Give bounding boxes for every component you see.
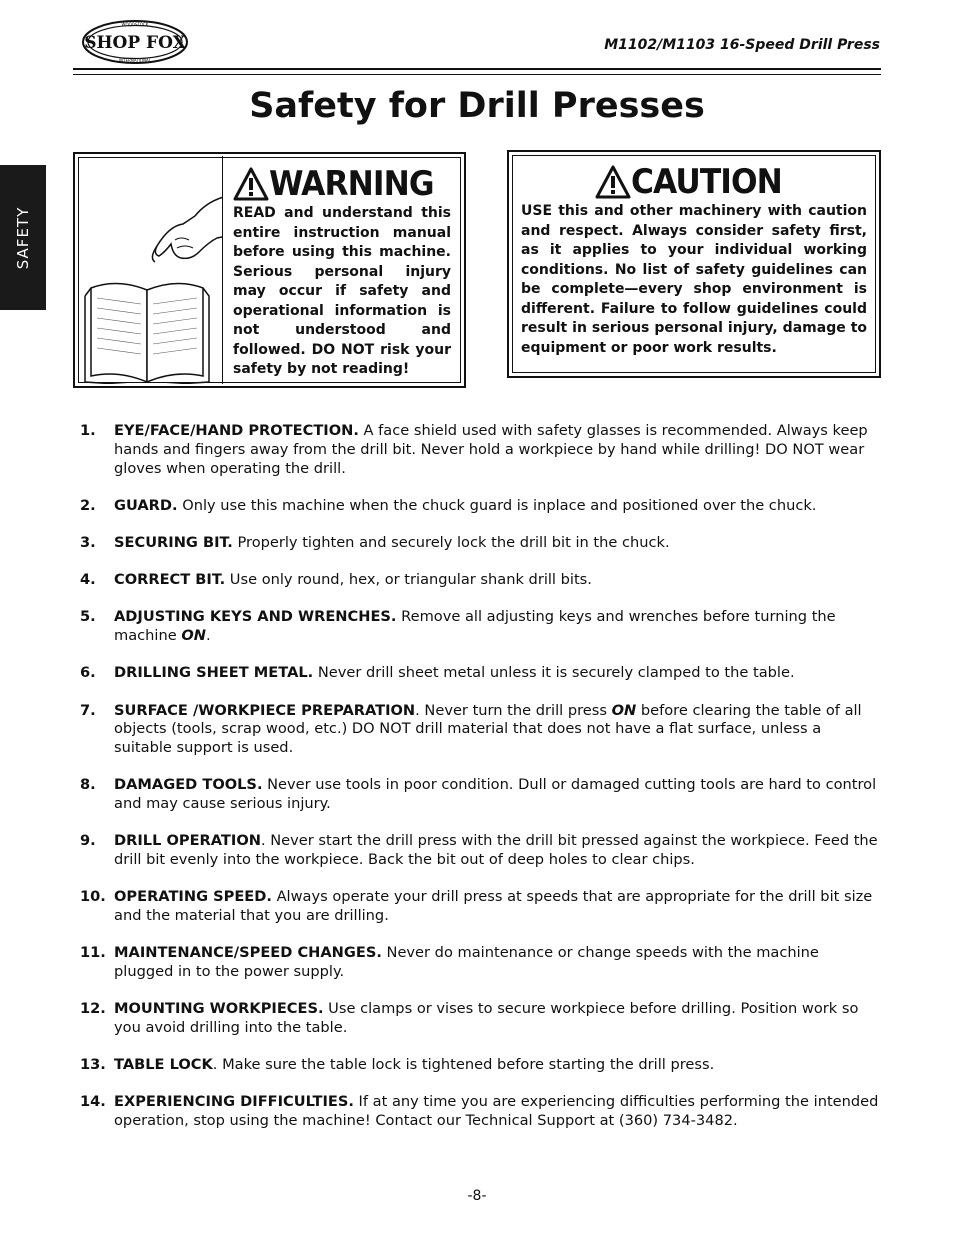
list-item-text: Never use tools in poor condition. Dull or damaged cutting tools are hard to control and may cause serious injury. <box>114 776 877 813</box>
list-item-number: 10. <box>80 888 106 906</box>
list-item-label: OPERATING SPEED. <box>114 888 272 906</box>
warning-header <box>233 166 451 202</box>
list-item <box>80 1056 880 1075</box>
list-item-number: 1. <box>80 422 96 439</box>
list-item-number: 7. <box>80 701 96 719</box>
list-item-text: Never drill sheet metal unless it is securely clamped to the table. <box>313 664 795 682</box>
list-item-text: Properly tighten and securely lock the drill bit in the chuck. <box>232 533 670 551</box>
caution-header <box>595 164 867 200</box>
section-tab-label: SAFETY <box>14 206 32 269</box>
header-divider <box>73 68 881 75</box>
list-item-text-tail: before clearing the table of all objects (tools, scrap wood, etc.) DO NOT drill material that does not have a flat surface, unless a suitable support is used. <box>114 701 862 757</box>
list-item <box>80 776 880 814</box>
list-item-number: 14. <box>80 1093 106 1111</box>
page-title: Safety for Drill Presses <box>249 86 705 126</box>
list-item-text: A face shield used with safety glasses is recommended. Always keep hands and fingers away from the drill bit. Never hold a workpiece by hand while drilling! DO NOT wear gloves when operating the drill. <box>114 422 868 477</box>
list-item-number: 2. <box>80 496 96 514</box>
list-item-label: ADJUSTING KEYS AND WRENCHES. <box>114 608 397 626</box>
list-item-number: 12. <box>80 1000 106 1018</box>
list-item-text: . Make sure the table lock is tightened before starting the drill press. <box>212 1056 715 1074</box>
list-item-label: DRILLING SHEET METAL. <box>114 664 314 682</box>
list-item <box>80 664 880 683</box>
list-item <box>80 1000 880 1038</box>
read-manual-illustration <box>77 156 223 384</box>
section-tab <box>0 165 46 310</box>
warning-box <box>73 152 466 388</box>
list-item-emphasis: ON <box>181 627 206 645</box>
list-item-label: GUARD. <box>114 496 178 514</box>
list-item <box>80 422 880 478</box>
list-item <box>80 534 880 553</box>
list-item-label: MOUNTING WORKPIECES. <box>114 1000 324 1018</box>
list-item-label: MAINTENANCE/SPEED CHANGES. <box>114 944 382 962</box>
list-item-text: Only use this machine when the chuck guard is inplace and positioned over the chuck. <box>177 496 817 514</box>
page-number: -8- <box>467 1188 487 1204</box>
list-item-number: 11. <box>80 944 106 962</box>
caution-signal-word: CAUTION <box>631 162 782 202</box>
svg-text:SHOP FOX: SHOP FOX <box>84 33 186 53</box>
list-item-number: 4. <box>80 571 96 589</box>
svg-text:WOODSTOCK: WOODSTOCK <box>121 22 149 27</box>
book-and-hand-icon <box>77 156 222 384</box>
caution-box <box>507 150 881 378</box>
list-item-text: . Never turn the drill press <box>415 701 612 719</box>
list-item <box>80 497 880 516</box>
list-item-text: Use clamps or vises to secure workpiece before drilling. Position work so you avoid drilling into the table. <box>114 1000 859 1037</box>
list-item-label: TABLE LOCK <box>114 1056 213 1074</box>
list-item <box>80 944 880 982</box>
warning-triangle-icon <box>233 167 269 201</box>
list-item-label: EXPERIENCING DIFFICULTIES. <box>114 1093 354 1111</box>
caution-triangle-icon <box>595 165 631 199</box>
list-item-label: SURFACE /WORKPIECE PREPARATION <box>114 701 416 719</box>
list-item <box>80 888 880 926</box>
document-title: M1102/M1103 16-Speed Drill Press <box>604 37 880 53</box>
list-item-label: CORRECT BIT. <box>114 571 226 589</box>
list-item-text: Always operate your drill press at speeds that are appropriate for the drill bit size and the material that you are drilling. <box>114 888 873 925</box>
list-item-label: DAMAGED TOOLS. <box>114 776 263 794</box>
list-item-number: 8. <box>80 776 96 794</box>
list-item-label: SECURING BIT. <box>114 533 233 551</box>
list-item-number: 5. <box>80 608 96 626</box>
list-item-label: EYE/FACE/HAND PROTECTION. <box>114 422 359 439</box>
list-item-label: DRILL OPERATION <box>114 832 261 850</box>
warning-body: READ and understand this entire instruction manual before using this machine. Serious personal injury may occur if safety and operational information is not understood and followed. DO NOT risk your safety by not reading! <box>233 205 451 377</box>
list-item-text: If at any time you are experiencing difficulties performing the intended operation, stop using the machine! Contact our Technical Support at (360) 734-3482. <box>114 1093 879 1130</box>
list-item-text: Use only round, hex, or triangular shank drill bits. <box>225 571 592 589</box>
list-item <box>80 1093 880 1131</box>
list-item-number: 9. <box>80 832 96 850</box>
list-item-text: Remove all adjusting keys and wrenches before turning the machine <box>114 608 836 645</box>
list-item <box>80 571 880 590</box>
list-item-text: . Never start the drill press with the drill bit pressed against the workpiece. Feed the drill bit evenly into the workpiece. Back the bit out of deep holes to clear chips. <box>114 832 878 869</box>
list-item-number: 13. <box>80 1056 106 1074</box>
list-item <box>80 702 880 758</box>
list-item-emphasis: ON <box>611 701 637 719</box>
list-item-text: Never do maintenance or change speeds with the machine plugged in to the power supply. <box>114 944 819 981</box>
list-item-number: 6. <box>80 664 96 682</box>
list-item-text-tail: . <box>205 627 211 645</box>
list-item-number: 3. <box>80 533 96 551</box>
safety-rules-list <box>80 422 880 1149</box>
list-item <box>80 608 880 646</box>
caution-body: USE this and other machinery with caution and respect. Always consider safety first, as it applies to your individual working conditions. No list of safety guidelines can be complete—every shop environment is different. Failure to follow guidelines could result in serious personal injury, damage to equipment or poor work results. <box>521 203 867 356</box>
shop-fox-logo <box>80 18 190 66</box>
svg-text:INTERNATIONAL: INTERNATIONAL <box>118 58 152 63</box>
list-item <box>80 832 880 870</box>
warning-signal-word: WARNING <box>269 164 434 204</box>
